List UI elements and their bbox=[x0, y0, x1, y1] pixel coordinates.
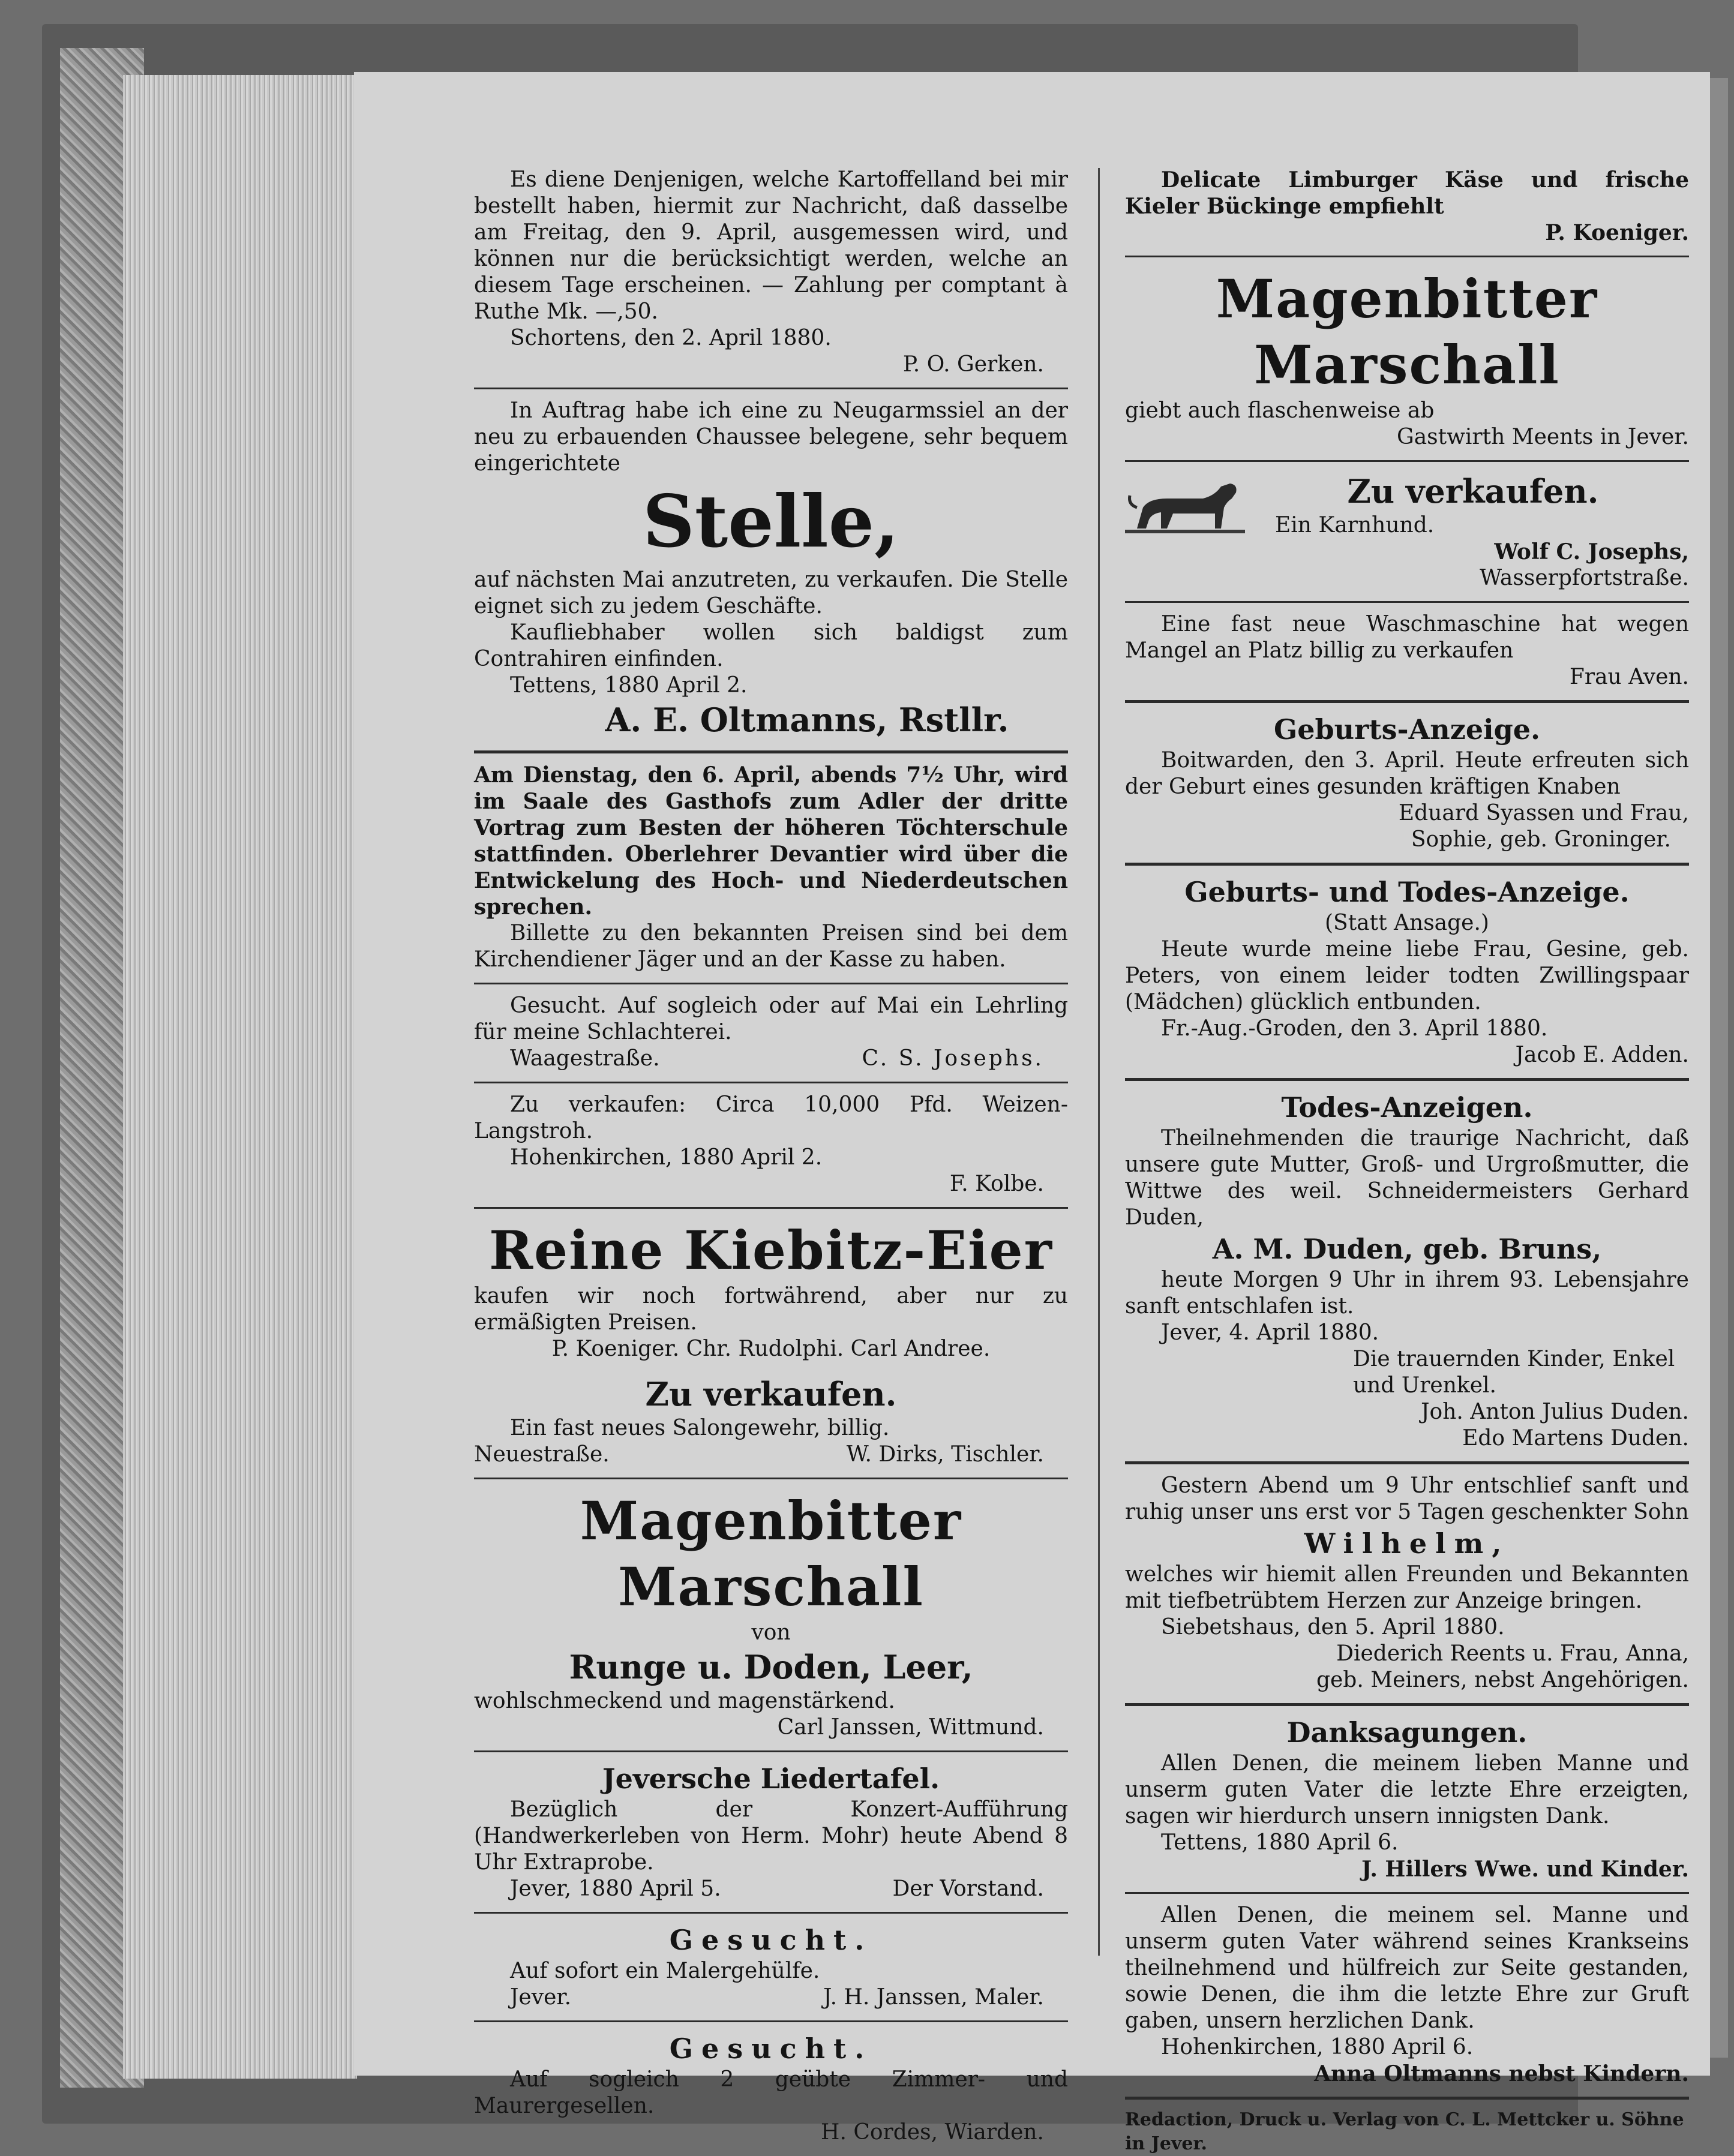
ad-kartoffelland bbox=[474, 162, 1068, 384]
ad-divider bbox=[1125, 1703, 1689, 1706]
ad-mourners: Die trauernden Kinder, Enkel und Urenkel. bbox=[1353, 1347, 1675, 1398]
ad-dog-row bbox=[1125, 470, 1689, 539]
ad-headline: Gesucht. bbox=[669, 2032, 873, 2065]
ad-headline: Gesucht. bbox=[669, 1924, 873, 1956]
ad-vortrag bbox=[474, 757, 1068, 979]
ad-divider bbox=[1125, 460, 1689, 462]
ad-names: P. Koeniger. Chr. Rudolphi. Carl Andree. bbox=[551, 1337, 991, 1361]
ad-place-date: Tettens, 1880 April 2. bbox=[510, 673, 748, 698]
ad-stelle bbox=[474, 393, 1068, 747]
ad-place-date: Schortens, den 2. April 1880. bbox=[510, 326, 832, 350]
ad-place: Jever. bbox=[510, 1985, 572, 2010]
column-divider bbox=[1098, 168, 1100, 1956]
ad-text: Heute wurde meine liebe Frau, Gesine, geb. Peters, von einem leider todten Zwillingspaar (Mädchen) glücklich entbunden. bbox=[1125, 937, 1689, 1014]
ad-place-date: Jever, 4. April 1880. bbox=[1161, 1320, 1379, 1345]
ad-maker: Runge u. Doden, Leer, bbox=[569, 1648, 973, 1686]
ad-headline: Zu verkaufen. bbox=[1347, 472, 1599, 511]
ad-signature: J. Hillers Wwe. und Kinder. bbox=[1361, 1857, 1689, 1882]
ad-text: Ein Karnhund. bbox=[1275, 513, 1435, 538]
ad-signature-2: Sophie, geb. Groninger. bbox=[1411, 827, 1671, 852]
ad-signature: Wolf C. Josephs, bbox=[1494, 539, 1689, 564]
ad-place-date: Hohenkirchen, 1880 April 2. bbox=[510, 1145, 823, 1170]
ad-headline: Geburts- und Todes-Anzeige. bbox=[1184, 876, 1630, 908]
ad-signature: P. O. Gerken. bbox=[902, 352, 1044, 377]
ad-place-date: Siebetshaus, den 5. April 1880. bbox=[1161, 1615, 1505, 1639]
ad-headline: Danksagungen. bbox=[1286, 1716, 1528, 1749]
ad-headline: Magenbitter Marschall bbox=[1216, 268, 1598, 396]
ad-signature: H. Cordes, Wiarden. bbox=[821, 2120, 1044, 2145]
ad-text: Es diene Denjenigen, welche Kartoffelland bei mir bestellt haben, hiermit zur Nachricht, daß dasselbe am Freitag, den 9. April, ausgemessen wird, und können nur die berücksichtigt werden, welche an diesem Tage erscheinen. — Zahlung per comptant à Ruthe Mk. —,50. bbox=[474, 167, 1068, 324]
ad-kiebitz-eier bbox=[474, 1212, 1068, 1368]
ad-footer-row bbox=[474, 1442, 1068, 1468]
ad-waschmaschine bbox=[1125, 606, 1689, 696]
ad-signature: Der Vorstand. bbox=[892, 1876, 1044, 1901]
ad-text: Allen Denen, die meinem sel. Manne und unserm guten Vater während seines Krankseins theilnehmend und hülfreich zur Seite gestanden, sowie Denen, die ihm die letzte Ehre zur Gruft gaben, unsern herzlichen Dank. bbox=[1125, 1903, 1689, 2033]
ad-divider bbox=[474, 1082, 1068, 1083]
page-edges bbox=[123, 75, 357, 2079]
ad-headline: Geburts-Anzeige. bbox=[1273, 713, 1541, 746]
ad-text-2: welches wir hiemit allen Freunden und Bekannten mit tiefbetrübtem Herzen zur Anzeige bringen. bbox=[1125, 1562, 1689, 1613]
ad-divider bbox=[1125, 2097, 1689, 2100]
ad-signature-2: geb. Meiners, nebst Angehörigen. bbox=[1316, 1668, 1689, 1692]
ad-divider bbox=[1125, 256, 1689, 257]
ad-todes-anzeigen bbox=[1125, 1085, 1689, 1458]
ad-divider bbox=[1125, 863, 1689, 866]
ad-signature: Jacob E. Adden. bbox=[1515, 1043, 1689, 1067]
ad-text: kaufen wir noch fortwährend, aber nur zu ermäßigten Preisen. bbox=[474, 1284, 1068, 1335]
ad-text: Delicate Limburger Käse und frische Kieler Bückinge empfiehlt bbox=[1125, 167, 1689, 219]
ad-langstroh bbox=[474, 1087, 1068, 1203]
ad-place-date: Fr.-Aug.-Groden, den 3. April 1880. bbox=[1161, 1016, 1548, 1041]
ad-body-2: Kaufliebhaber wollen sich baldigst zum Contrahiren einfinden. bbox=[474, 620, 1068, 671]
publisher-imprint: Redaction, Druck u. Verlag von C. L. Mettcker u. Söhne in Jever. bbox=[1125, 2109, 1684, 2154]
ad-signature: A. E. Oltmanns, Rstllr. bbox=[605, 701, 1009, 739]
ad-text: giebt auch flaschenweise ab bbox=[1125, 398, 1435, 423]
ad-text: Boitwarden, den 3. April. Heute erfreuten sich der Geburt eines gesunden kräftigen Knaben bbox=[1125, 748, 1689, 799]
ad-text: Theilnehmenden die traurige Nachricht, daß unsere gute Mutter, Groß- und Urgroßmutter, die Wittwe des weil. Schneidermeisters Gerhard Duden, bbox=[1125, 1126, 1689, 1230]
ad-intro: In Auftrag habe ich eine zu Neugarmssiel an der neu zu erbauenden Chaussee belegene, sehr bequem eingerichtete bbox=[474, 398, 1068, 476]
ad-headline: Zu verkaufen. bbox=[645, 1375, 897, 1413]
ad-divider bbox=[474, 1912, 1068, 1914]
left-column bbox=[474, 162, 1068, 2152]
ad-text: Ein fast neues Salongewehr, billig. bbox=[510, 1416, 890, 1440]
ad-lehrling bbox=[474, 988, 1068, 1078]
ad-headline: Magenbitter Marschall bbox=[580, 1490, 962, 1618]
dog-icon bbox=[1125, 472, 1245, 538]
ad-deceased-name: Wilhelm, bbox=[1304, 1527, 1510, 1560]
ad-place-date: Hohenkirchen, 1880 April 6. bbox=[1161, 2035, 1474, 2059]
ad-place-date: Tettens, 1880 April 6. bbox=[1161, 1830, 1399, 1855]
ad-magenbitter-left bbox=[474, 1483, 1068, 1747]
ad-text: Gestern Abend um 9 Uhr entschlief sanft und ruhig unser uns erst vor 5 Tagen geschenkter Sohn bbox=[1125, 1473, 1689, 1524]
ad-text: wohlschmeckend und magenstärkend. bbox=[474, 1689, 895, 1713]
ad-footer-row bbox=[474, 1876, 1068, 1902]
ad-street: Wasserpfortstraße. bbox=[1480, 566, 1689, 590]
ad-text: Allen Denen, die meinem lieben Manne und unserm guten Vater die letzte Ehre erzeigten, sagen wir hierdurch unsern innigsten Dank. bbox=[1125, 1751, 1689, 1828]
right-column bbox=[1125, 162, 1689, 2156]
ad-geburts-todes-anzeige bbox=[1125, 869, 1689, 1074]
ad-street: Neuestraße. bbox=[474, 1442, 610, 1467]
ad-place-date: Jever, 1880 April 5. bbox=[510, 1876, 721, 1901]
ad-signature: Diederich Reents u. Frau, Anna, bbox=[1336, 1641, 1689, 1666]
ad-text: Bezüglich der Konzert-Aufführung (Handwerkerleben von Herm. Mohr) heute Abend 8 Uhr Extraprobe. bbox=[474, 1797, 1068, 1875]
ad-divider bbox=[1125, 1461, 1689, 1464]
ad-text: Auf sogleich 2 geübte Zimmer- und Maurergesellen. bbox=[474, 2067, 1068, 2118]
ad-signature-2: Edo Martens Duden. bbox=[1462, 1426, 1689, 1451]
ad-geburts-anzeige bbox=[1125, 707, 1689, 859]
ad-text-2: Billette zu den bekannten Preisen sind bei dem Kirchendiener Jäger und an der Kasse zu haben. bbox=[474, 921, 1068, 972]
ad-text: Am Dienstag, den 6. April, abends 7½ Uhr, wird im Saale des Gasthofs zum Adler der dritte Vortrag zum Besten der höheren Töchterschule stattfinden. Oberlehrer Devantier wird über die Entwickelung des Hoch- und Niederdeutschen sprechen. bbox=[474, 762, 1068, 920]
ad-divider bbox=[474, 983, 1068, 984]
ad-signature: Carl Janssen, Wittmund. bbox=[777, 1715, 1044, 1740]
ad-salongewehr bbox=[474, 1368, 1068, 1474]
ad-text-2: heute Morgen 9 Uhr in ihrem 93. Lebensjahre sanft entschlafen ist. bbox=[1125, 1268, 1689, 1319]
ad-subhead: (Statt Ansage.) bbox=[1325, 911, 1489, 935]
ad-text: Auf sofort ein Malergehülfe. bbox=[510, 1959, 820, 1983]
ad-liedertafel bbox=[474, 1756, 1068, 1908]
ad-signature: Joh. Anton Julius Duden. bbox=[1421, 1400, 1689, 1424]
ad-limburger-kaese bbox=[1125, 162, 1689, 252]
ad-text: Gesucht. Auf sogleich oder auf Mai ein Lehrling für meine Schlachterei. bbox=[474, 993, 1068, 1044]
ad-headline: Reine Kiebitz-Eier bbox=[488, 1219, 1054, 1281]
ad-divider bbox=[1125, 700, 1689, 703]
ad-text: Zu verkaufen: Circa 10,000 Pfd. Weizen-Langstroh. bbox=[474, 1092, 1068, 1143]
ad-von: von bbox=[751, 1620, 791, 1645]
ad-todesanzeige-sohn bbox=[1125, 1468, 1689, 1699]
ad-signature: P. Koeniger. bbox=[1545, 220, 1689, 245]
ad-body: auf nächsten Mai anzutreten, zu verkaufen. Die Stelle eignet sich zu jedem Geschäfte. bbox=[474, 567, 1068, 618]
ad-footer-row bbox=[474, 1984, 1068, 2011]
ad-divider bbox=[1125, 1078, 1689, 1081]
ad-magenbitter-right bbox=[1125, 261, 1689, 457]
ad-signature: Gastwirth Meents in Jever. bbox=[1396, 425, 1689, 449]
ad-headline: Stelle, bbox=[643, 479, 899, 564]
ad-signature: Anna Oltmanns nebst Kindern. bbox=[1314, 2061, 1689, 2086]
ad-karnhund bbox=[1125, 466, 1689, 597]
ad-signature: Frau Aven. bbox=[1569, 665, 1689, 689]
ad-headline: Jeversche Liedertafel. bbox=[602, 1762, 940, 1795]
ad-text: Eine fast neue Waschmaschine hat wegen Mangel an Platz billig zu verkaufen bbox=[1125, 612, 1689, 663]
ad-signature: F. Kolbe. bbox=[949, 1172, 1044, 1196]
ad-signature: W. Dirks, Tischler. bbox=[846, 1442, 1044, 1467]
ad-street: Waagestraße. bbox=[510, 1046, 660, 1071]
ad-deceased-name: A. M. Duden, geb. Bruns, bbox=[1212, 1233, 1602, 1265]
ad-divider bbox=[474, 1478, 1068, 1479]
ad-footer-row bbox=[474, 1046, 1068, 1072]
ad-danksagung-2 bbox=[1125, 1897, 1689, 2093]
ad-divider bbox=[1125, 601, 1689, 603]
ad-divider bbox=[474, 2020, 1068, 2022]
ad-headline: Todes-Anzeigen. bbox=[1281, 1091, 1533, 1124]
ad-signature: C. S. Josephs. bbox=[862, 1046, 1044, 1071]
ad-divider bbox=[1125, 1892, 1689, 1894]
ad-malergehuelfe bbox=[474, 1917, 1068, 2017]
ad-signature: J. H. Janssen, Maler. bbox=[823, 1985, 1044, 2010]
ad-divider bbox=[474, 388, 1068, 389]
ad-divider bbox=[474, 1750, 1068, 1752]
ad-danksagungen bbox=[1125, 1710, 1689, 1888]
ad-divider bbox=[474, 750, 1068, 753]
ad-signature: Eduard Syassen und Frau, bbox=[1398, 801, 1689, 825]
ad-divider bbox=[474, 1207, 1068, 1209]
ad-maurergesellen bbox=[474, 2026, 1068, 2152]
